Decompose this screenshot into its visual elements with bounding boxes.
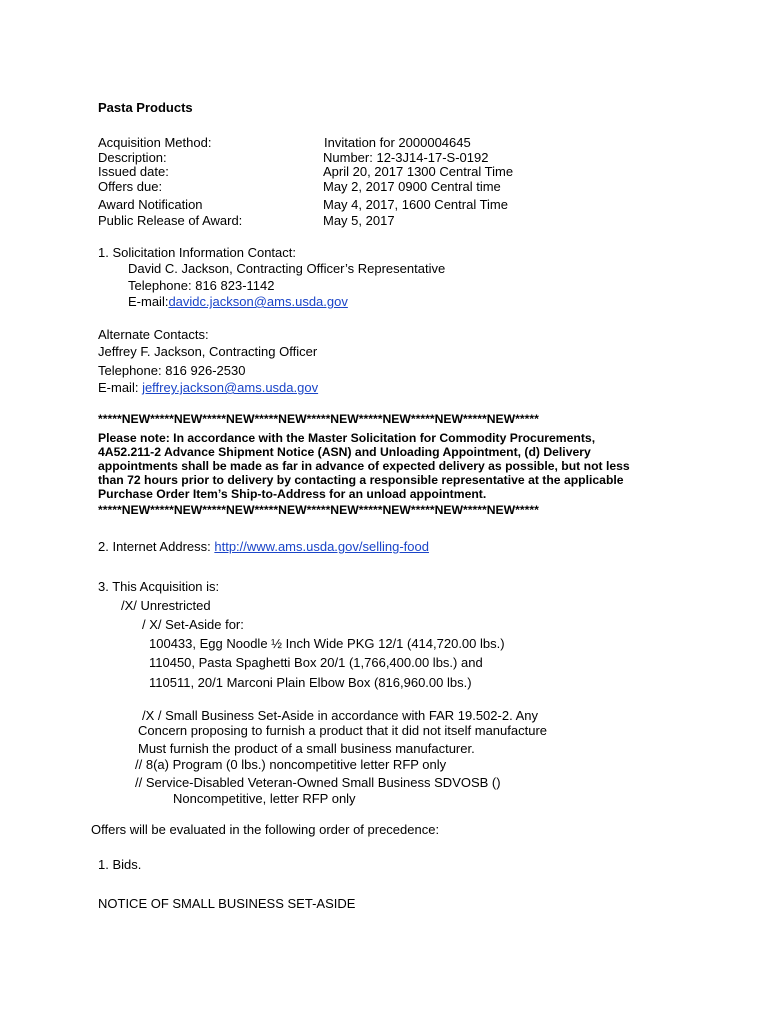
label-public-release: Public Release of Award: [98,213,243,228]
alternate-name: Jeffrey F. Jackson, Contracting Officer [98,344,318,359]
notice-banner-bottom: *****NEW*****NEW*****NEW*****NEW*****NEW*****NEW*****NEW*****NEW***** [98,503,539,517]
alternate-phone: Telephone: 816 926-2530 [98,363,246,378]
contact-email-label: E-mail: [128,294,169,309]
alternate-email-link[interactable]: jeffrey.jackson@ams.usda.gov [142,380,319,395]
value-public-release: May 5, 2017 [323,213,395,228]
contact-name: David C. Jackson, Contracting Officer’s Representative [128,261,446,276]
value-award-notification: May 4, 2017, 1600 Central Time [323,197,508,212]
set-aside-item: 100433, Egg Noodle ½ Inch Wide PKG 12/1 (414,720.00 lbs.) [149,636,505,651]
set-aside-option: / X/ Set-Aside for: [142,617,244,632]
value-offers-due: May 2, 2017 0900 Central time [323,179,501,194]
value-description: Number: 12-3J14-17-S-0192 [323,150,489,165]
small-business-line: /X / Small Business Set-Aside in accordance with FAR 19.502-2. Any [142,708,538,723]
notice-line: Please note: In accordance with the Master Solicitation for Commodity Procurements, [98,431,596,445]
notice-line: Purchase Order Item’s Ship-to-Address for an unload appointment. [98,487,487,501]
internet-address-line [98,539,429,554]
contact-phone: Telephone: 816 823-1142 [128,278,275,293]
label-acquisition-method: Acquisition Method: [98,135,212,150]
evaluation-item-bids: 1. Bids. [98,857,142,872]
label-offers-due: Offers due: [98,179,163,194]
sdvosb-option: // Service-Disabled Veteran-Owned Small Business SDVOSB () [135,775,501,790]
set-aside-item: 110450, Pasta Spaghetti Box 20/1 (1,766,400.00 lbs.) and [149,655,483,670]
value-acquisition-method: Invitation for 2000004645 [324,135,471,150]
alternate-email-label: E-mail: [98,380,143,395]
contact-email-link[interactable]: davidc.jackson@ams.usda.gov [168,294,348,309]
alternate-heading: Alternate Contacts: [98,327,209,342]
notice-line: appointments shall be made as far in advance of expected delivery as possible, but not less [98,459,630,473]
small-business-line: Must furnish the product of a small business manufacturer. [138,741,475,756]
contact-heading: 1. Solicitation Information Contact: [98,245,296,260]
unrestricted-option: /X/ Unrestricted [121,598,211,613]
internet-address-link[interactable]: http://www.ams.usda.gov/selling-food [214,539,429,554]
alternate-email-line [98,380,318,395]
small-business-line: Concern proposing to furnish a product that it did not itself manufacture [138,723,548,738]
label-issued-date: Issued date: [98,164,169,179]
notice-line: than 72 hours prior to delivery by contacting a responsible representative at the applicable [98,473,624,487]
acquisition-heading: 3. This Acquisition is: [98,579,220,594]
label-description: Description: [98,150,167,165]
small-business-notice-heading: NOTICE OF SMALL BUSINESS SET-ASIDE [98,896,356,911]
value-issued-date: April 20, 2017 1300 Central Time [323,164,514,179]
internet-address-label: 2. Internet Address: [98,539,215,554]
label-award-notification: Award Notification [98,197,203,212]
page-title: Pasta Products [98,100,193,115]
program-8a: // 8(a) Program (0 lbs.) noncompetitive letter RFP only [135,757,447,772]
sdvosb-note: Noncompetitive, letter RFP only [173,791,356,806]
notice-banner-top: *****NEW*****NEW*****NEW*****NEW*****NEW*****NEW*****NEW*****NEW***** [98,412,539,426]
notice-line: 4A52.211-2 Advance Shipment Notice (ASN) and Unloading Appointment, (d) Delivery [98,445,591,459]
evaluation-intro: Offers will be evaluated in the following order of precedence: [91,822,440,837]
set-aside-item: 110511, 20/1 Marconi Plain Elbow Box (816,960.00 lbs.) [149,675,472,690]
contact-email-line [128,294,348,309]
